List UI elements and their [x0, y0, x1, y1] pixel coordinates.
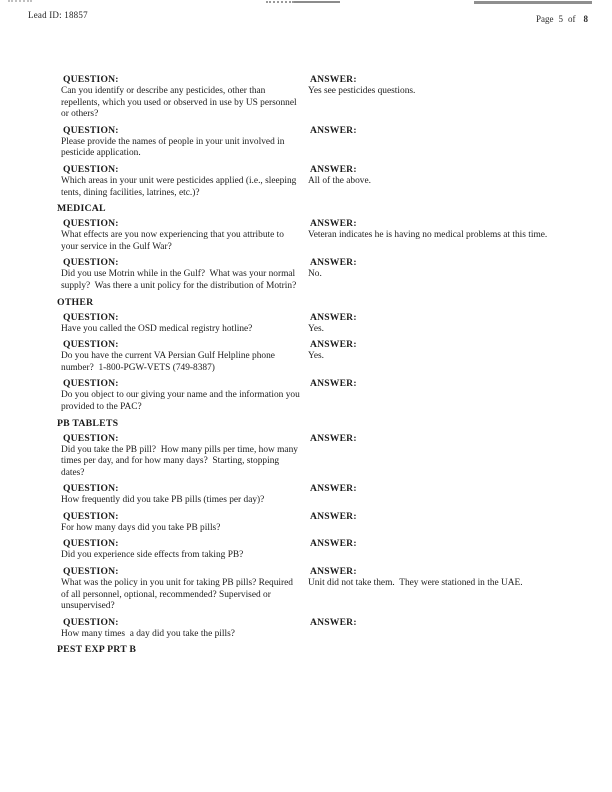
qa-row	[57, 566, 569, 613]
page-total: 8	[583, 14, 588, 24]
scan-artifact	[8, 0, 32, 2]
of-word: of	[568, 14, 576, 24]
question-label: QUESTION:	[63, 510, 119, 522]
qa-row	[57, 257, 569, 292]
question-text: Please provide the names of people in your unit involved in pesticide application.	[61, 136, 287, 159]
scan-artifact	[266, 1, 294, 3]
question-label: QUESTION:	[63, 163, 119, 175]
scan-artifact	[294, 1, 340, 3]
qa-row	[57, 125, 569, 160]
answer-text: Yes.	[308, 351, 324, 362]
answer-label: ANSWER:	[310, 510, 357, 522]
answer-text: Veteran indicates he is having no medical problems at this time.	[308, 230, 548, 241]
answer-label: ANSWER:	[310, 163, 357, 175]
answer-label: ANSWER:	[310, 124, 357, 136]
question-label: QUESTION:	[63, 74, 119, 85]
answer-label: ANSWER:	[310, 378, 357, 390]
qa-row	[57, 483, 569, 507]
answer-text: No.	[308, 269, 322, 280]
question-text: Do you have the current VA Persian Gulf Helpline phone number? 1-800-PGW-VETS (749-8387)	[61, 351, 278, 373]
question-text: How many times a day did you take the pills?	[61, 628, 235, 639]
qa-row	[57, 617, 569, 641]
qa-content	[57, 74, 569, 659]
question-text: Did you use Motrin while in the Gulf? What was your normal supply? Was there a unit policy for the distribution of Motrin?	[61, 269, 298, 291]
question-text: What was the policy in you unit for taking PB pills? Required of all personnel, optional, recommended? Supervised or unsupervised?	[61, 578, 296, 612]
qa-row	[57, 538, 569, 562]
answer-label: ANSWER:	[310, 74, 357, 85]
qa-row	[57, 433, 569, 480]
question-label: QUESTION:	[63, 566, 119, 578]
question-text: Have you called the OSD medical registry hotline?	[61, 323, 253, 334]
section-title-other: OTHER	[57, 296, 94, 308]
question-text: What effects are you now experiencing that you attribute to your service in the Gulf War?	[61, 230, 287, 252]
answer-label: ANSWER:	[310, 218, 357, 230]
answer-label: ANSWER:	[310, 257, 357, 269]
question-text: For how many days did you take PB pills?	[61, 522, 221, 533]
question-label: QUESTION:	[63, 378, 119, 390]
question-text: How frequently did you take PB pills (times per day)?	[61, 495, 265, 506]
question-label: QUESTION:	[63, 432, 119, 444]
answer-label: ANSWER:	[310, 538, 357, 550]
answer-text: Unit did not take them. They were stationed in the UAE.	[308, 578, 523, 589]
page-number: 5	[558, 14, 563, 24]
answer-label: ANSWER:	[310, 311, 357, 323]
question-label: QUESTION:	[63, 538, 119, 550]
qa-row	[57, 218, 569, 253]
answer-text: Yes see pesticides questions.	[308, 86, 416, 96]
page-word: Page	[536, 14, 554, 24]
question-label: QUESTION:	[63, 311, 119, 323]
qa-row	[57, 164, 569, 199]
answer-label: ANSWER:	[310, 339, 357, 351]
answer-text: Yes.	[308, 323, 324, 334]
page-indicator	[536, 14, 588, 24]
question-label: QUESTION:	[63, 483, 119, 495]
question-text: Which areas in your unit were pesticides applied (i.e., sleeping tents, dining facilities, latrines, etc.)?	[61, 175, 299, 198]
question-text: Can you identify or describe any pesticides, other than repellents, which you used or observed in use by US personnel or others?	[61, 86, 299, 120]
section-title-pest-exp-prt-b: PEST EXP PRT B	[57, 644, 137, 656]
section-title-medical: MEDICAL	[57, 203, 106, 215]
qa-row	[57, 339, 569, 374]
question-label: QUESTION:	[63, 339, 119, 351]
question-text: Did you experience side effects from taking PB?	[61, 550, 244, 561]
qa-row	[57, 511, 569, 535]
section-title-pb-tablets: PB TABLETS	[57, 417, 119, 429]
question-label: QUESTION:	[63, 616, 119, 628]
qa-row	[57, 378, 569, 413]
answer-label: ANSWER:	[310, 566, 357, 578]
qa-row	[57, 312, 569, 336]
question-text: Did you take the PB pill? How many pills per time, how many times per day, and for how many days? Starting, stopping dates?	[61, 444, 301, 478]
qa-row	[57, 74, 569, 121]
question-label: QUESTION:	[63, 257, 119, 269]
answer-label: ANSWER:	[310, 616, 357, 628]
scan-artifact	[474, 1, 592, 4]
question-text: Do you object to our giving your name and the information you provided to the PAC?	[61, 390, 303, 412]
lead-id: Lead ID: 18857	[28, 10, 88, 20]
question-label: QUESTION:	[63, 218, 119, 230]
answer-text: All of the above.	[308, 175, 372, 186]
answer-label: ANSWER:	[310, 432, 357, 444]
answer-label: ANSWER:	[310, 483, 357, 495]
question-label: QUESTION:	[63, 124, 119, 136]
